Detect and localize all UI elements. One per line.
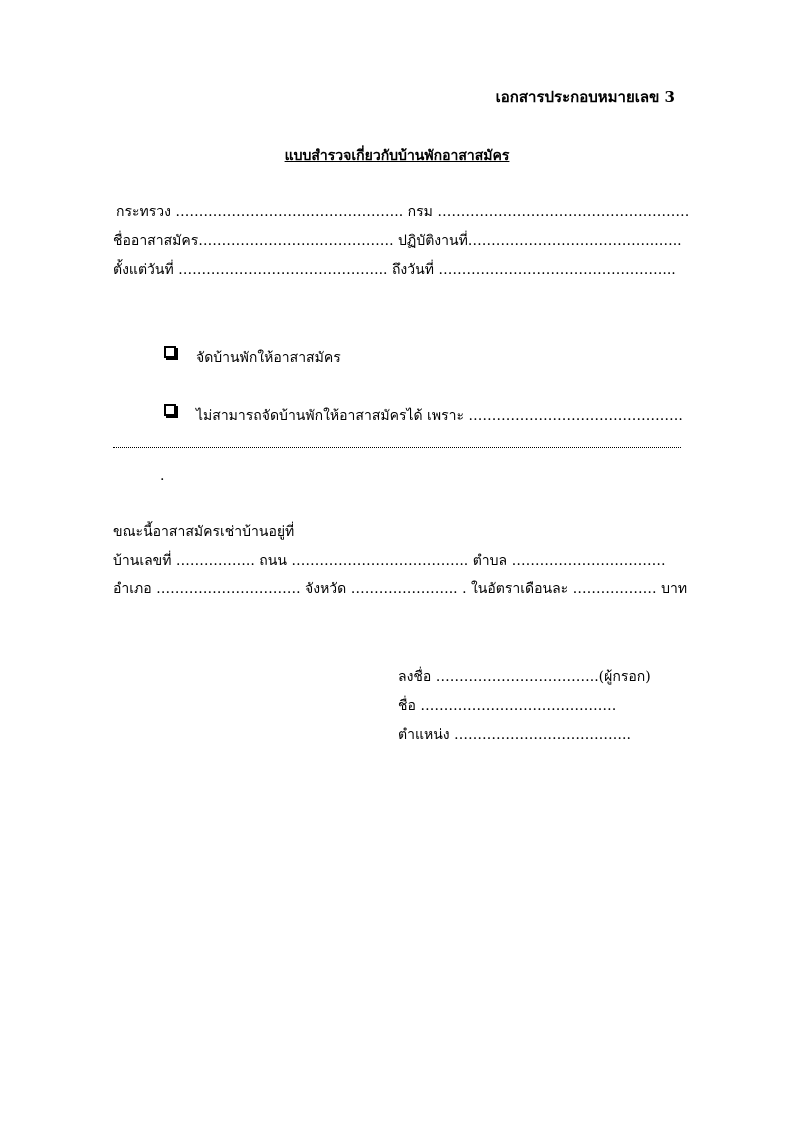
date-range-field[interactable]: ตั้งแต่วันที่ ……………………………………... ถึงวันที่ …………………………………………... <box>113 262 676 278</box>
house-number-road-subdistrict-field[interactable]: บ้านเลขที่ …………….. ถนน ……………………………….. ตำบล …………………………… <box>113 553 666 569</box>
provide-housing-label: จัดบ้านพักให้อาสาสมัคร <box>196 350 341 366</box>
volunteer-name-workplace-field[interactable]: ชื่ออาสาสมัคร……………………..……………. ปฏิบัติงานที่…………………………………..….. <box>113 233 682 249</box>
attachment-number-label: เอกสารประกอบหมายเลข 3 <box>495 88 675 106</box>
ministry-department-field[interactable]: กระทรวง ………………………..……………….. กรม ……………………………………………… <box>116 204 690 220</box>
form-title: แบบสำรวจเกี่ยวกับบ้านพักอาสาสมัคร <box>284 148 510 164</box>
trailing-dot: . <box>160 468 165 484</box>
reason-continuation-line[interactable] <box>113 447 681 448</box>
provide-housing-checkbox[interactable] <box>164 346 176 358</box>
signer-position-field[interactable]: ตำแหน่ง ……………………………….. <box>398 727 631 743</box>
signer-name-field[interactable]: ชื่อ …………………………………… <box>398 698 617 714</box>
cannot-provide-housing-checkbox[interactable] <box>164 404 176 416</box>
cannot-provide-housing-label[interactable]: ไม่สามารถจัดบ้านพักให้อาสาสมัครได้ เพราะ ………………………………………. <box>196 408 683 424</box>
signature-field[interactable]: ลงชื่อ ……………………………..(ผู้กรอก) <box>398 669 651 685</box>
district-province-rent-field[interactable]: อำเภอ …………………………. จังหวัด ………………….. . ในอัตราเดือนละ ……………… บาท <box>113 581 688 597</box>
current-residence-heading: ขณะนี้อาสาสมัครเช่าบ้านอยู่ที่ <box>113 524 295 540</box>
